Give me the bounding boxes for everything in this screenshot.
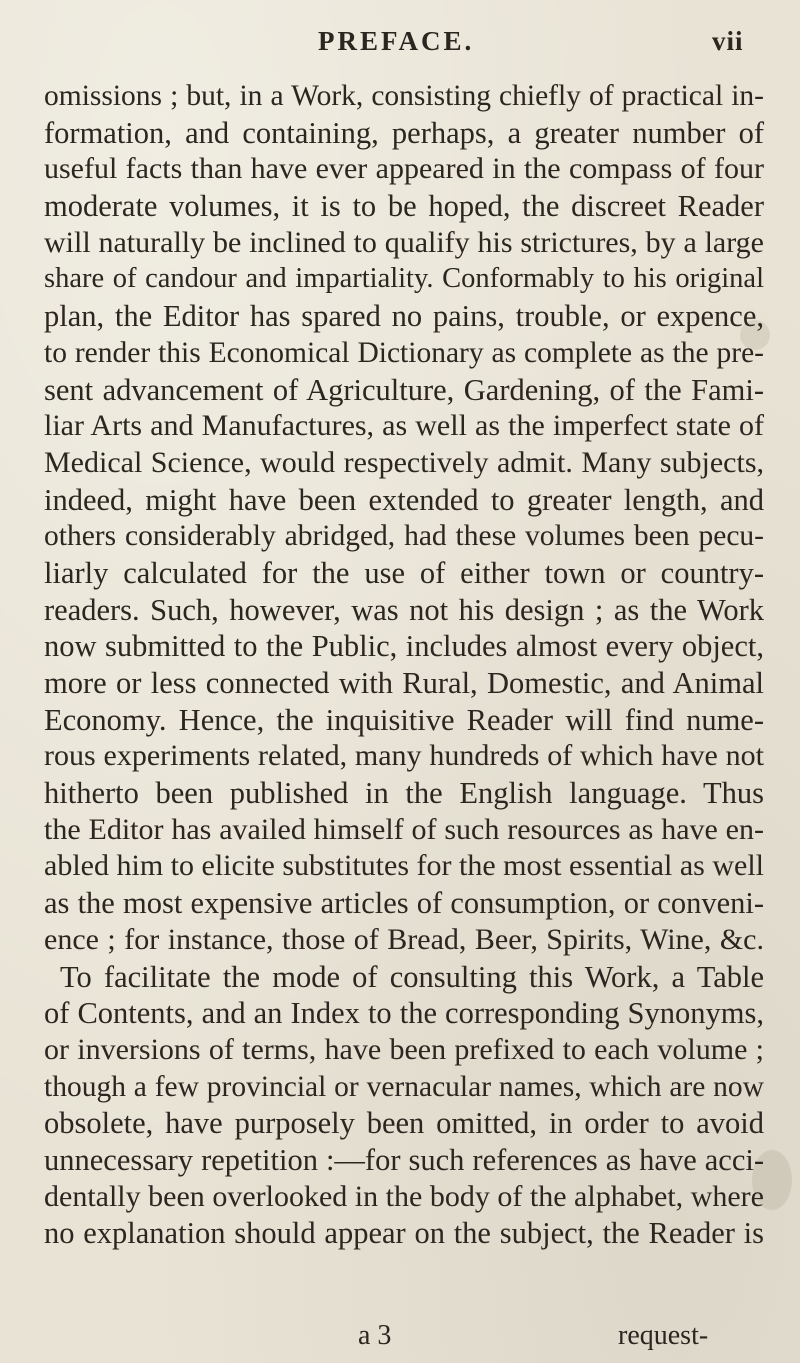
text-line: will naturally be inclined to qualify his strictures, by a large [44,225,764,259]
text-line: moderate volumes, it is to be hoped, the discreet Reader [44,189,764,224]
text-line: dentally been overlooked in the body of the alphabet, where [44,1179,764,1213]
text-line: obsolete, have purposely been omitted, in order to avoid [44,1106,764,1141]
text-line: To facilitate the mode of consulting this Work, a Table [60,959,764,994]
text-line: sent advancement of Agriculture, Gardening, of the Fami- [44,372,764,407]
text-line: others considerably abridged, had these volumes been pecu- [44,520,764,553]
text-line: of Contents, and an Index to the corresponding Synonyms, [44,996,764,1031]
text-line: Medical Science, would respectively admit. Many subjects, [44,445,764,479]
preface-text [44,78,764,1252]
text-line: though a few provincial or vernacular names, which are now [44,1070,764,1103]
page-number: vii [712,26,744,56]
text-line: unnecessary repetition :—for such references as have acci- [44,1142,764,1177]
text-line: hitherto been published in the English language. Thus [44,776,764,811]
text-line: share of candour and impartiality. Conformably to his original [44,263,764,295]
text-line: Economy. Hence, the inquisitive Reader will find nume- [44,702,764,737]
text-line: useful facts than have ever appeared in the compass of four [44,152,764,186]
page-footer [0,1320,800,1356]
text-line: indeed, might have been extended to greater length, and [44,482,764,517]
text-line: formation, and containing, perhaps, a greater number of [44,115,764,150]
text-line: abled him to elicite substitutes for the most essential as well [44,849,764,883]
text-line: liar Arts and Manufactures, as well as the imperfect state of [44,409,764,443]
text-line: liarly calculated for the use of either town or country- [44,555,764,590]
page-header [0,22,800,58]
text-line: rous experiments related, many hundreds of which have not [44,739,764,773]
text-line: omissions ; but, in a Work, consisting chiefly of practical in- [44,80,764,112]
text-line: ence ; for instance, those of Bread, Beer, Spirits, Wine, &c. [44,922,764,956]
text-line: or inversions of terms, have been prefixed to each volume ; [44,1032,764,1066]
text-line: as the most expensive articles of consumption, or conveni- [44,886,764,921]
text-line: readers. Such, however, was not his design ; as the Work [44,592,764,627]
text-line: more or less connected with Rural, Domestic, and Animal [44,666,764,700]
text-line: to render this Economical Dictionary as complete as the pre- [44,336,764,369]
text-line: no explanation should appear on the subject, the Reader is [44,1216,764,1251]
text-line: now submitted to the Public, includes almost every object, [44,629,764,664]
running-title: PREFACE. [318,26,475,56]
text-line: the Editor has availed himself of such resources as have en- [44,812,764,846]
signature-mark: a 3 [358,1320,392,1351]
text-line: plan, the Editor has spared no pains, trouble, or expence, [44,299,764,334]
catchword: request- [618,1320,709,1351]
